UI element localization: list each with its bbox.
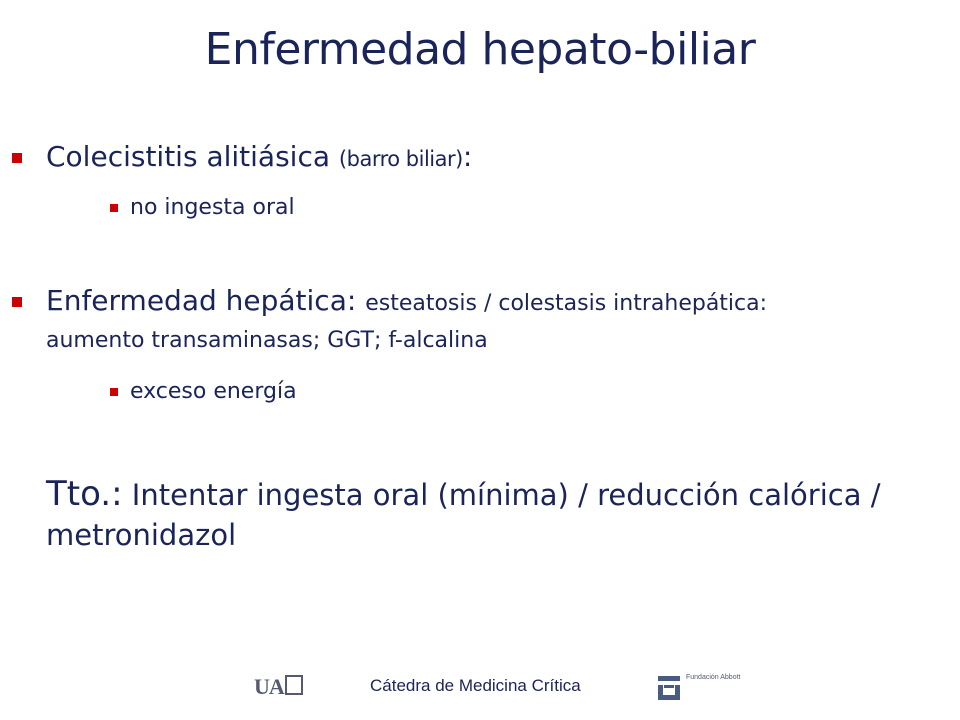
bullet-enfermedad-hepatica <box>46 284 936 358</box>
slide-footer <box>0 676 960 706</box>
bullet-detail-text: esteatosis / colestasis intrahepática: <box>365 291 768 316</box>
sub-bullet-no-ingesta <box>130 194 295 222</box>
bullet-paren-text: (barro biliar) <box>338 147 463 171</box>
abbott-logo-icon <box>656 674 682 702</box>
bullet-colon: : <box>462 140 473 173</box>
treatment-paragraph <box>46 474 926 555</box>
uam-logo: UA <box>254 674 303 700</box>
sub-bullet-exceso-energia <box>130 378 297 406</box>
bullet-main-text: Enfermedad hepática: <box>46 284 357 317</box>
treatment-text: Intentar ingesta oral (mínima) / reducción calórica / metronidazol <box>46 478 881 552</box>
footer-text: Cátedra de Medicina Crítica <box>370 676 581 695</box>
slide-title: Enfermedad hepato-biliar <box>204 24 756 75</box>
sub-bullet-square-icon <box>110 388 118 396</box>
bullet-square-icon <box>12 153 22 163</box>
bullet-main-text: Colecistitis alitiásica <box>46 140 331 173</box>
sub-bullet-text: no ingesta oral <box>130 195 295 220</box>
bullet-colecistitis <box>46 140 936 176</box>
abbott-logo-text: Fundación Abbott <box>686 674 741 681</box>
sub-bullet-text: exceso energía <box>130 379 297 404</box>
bullet-square-icon <box>12 297 22 307</box>
treatment-lead: Tto.: <box>46 474 123 514</box>
sub-bullet-square-icon <box>110 204 118 212</box>
bullet-detail-line2: aumento transaminasas; GGT; f-alcalina <box>46 328 488 353</box>
